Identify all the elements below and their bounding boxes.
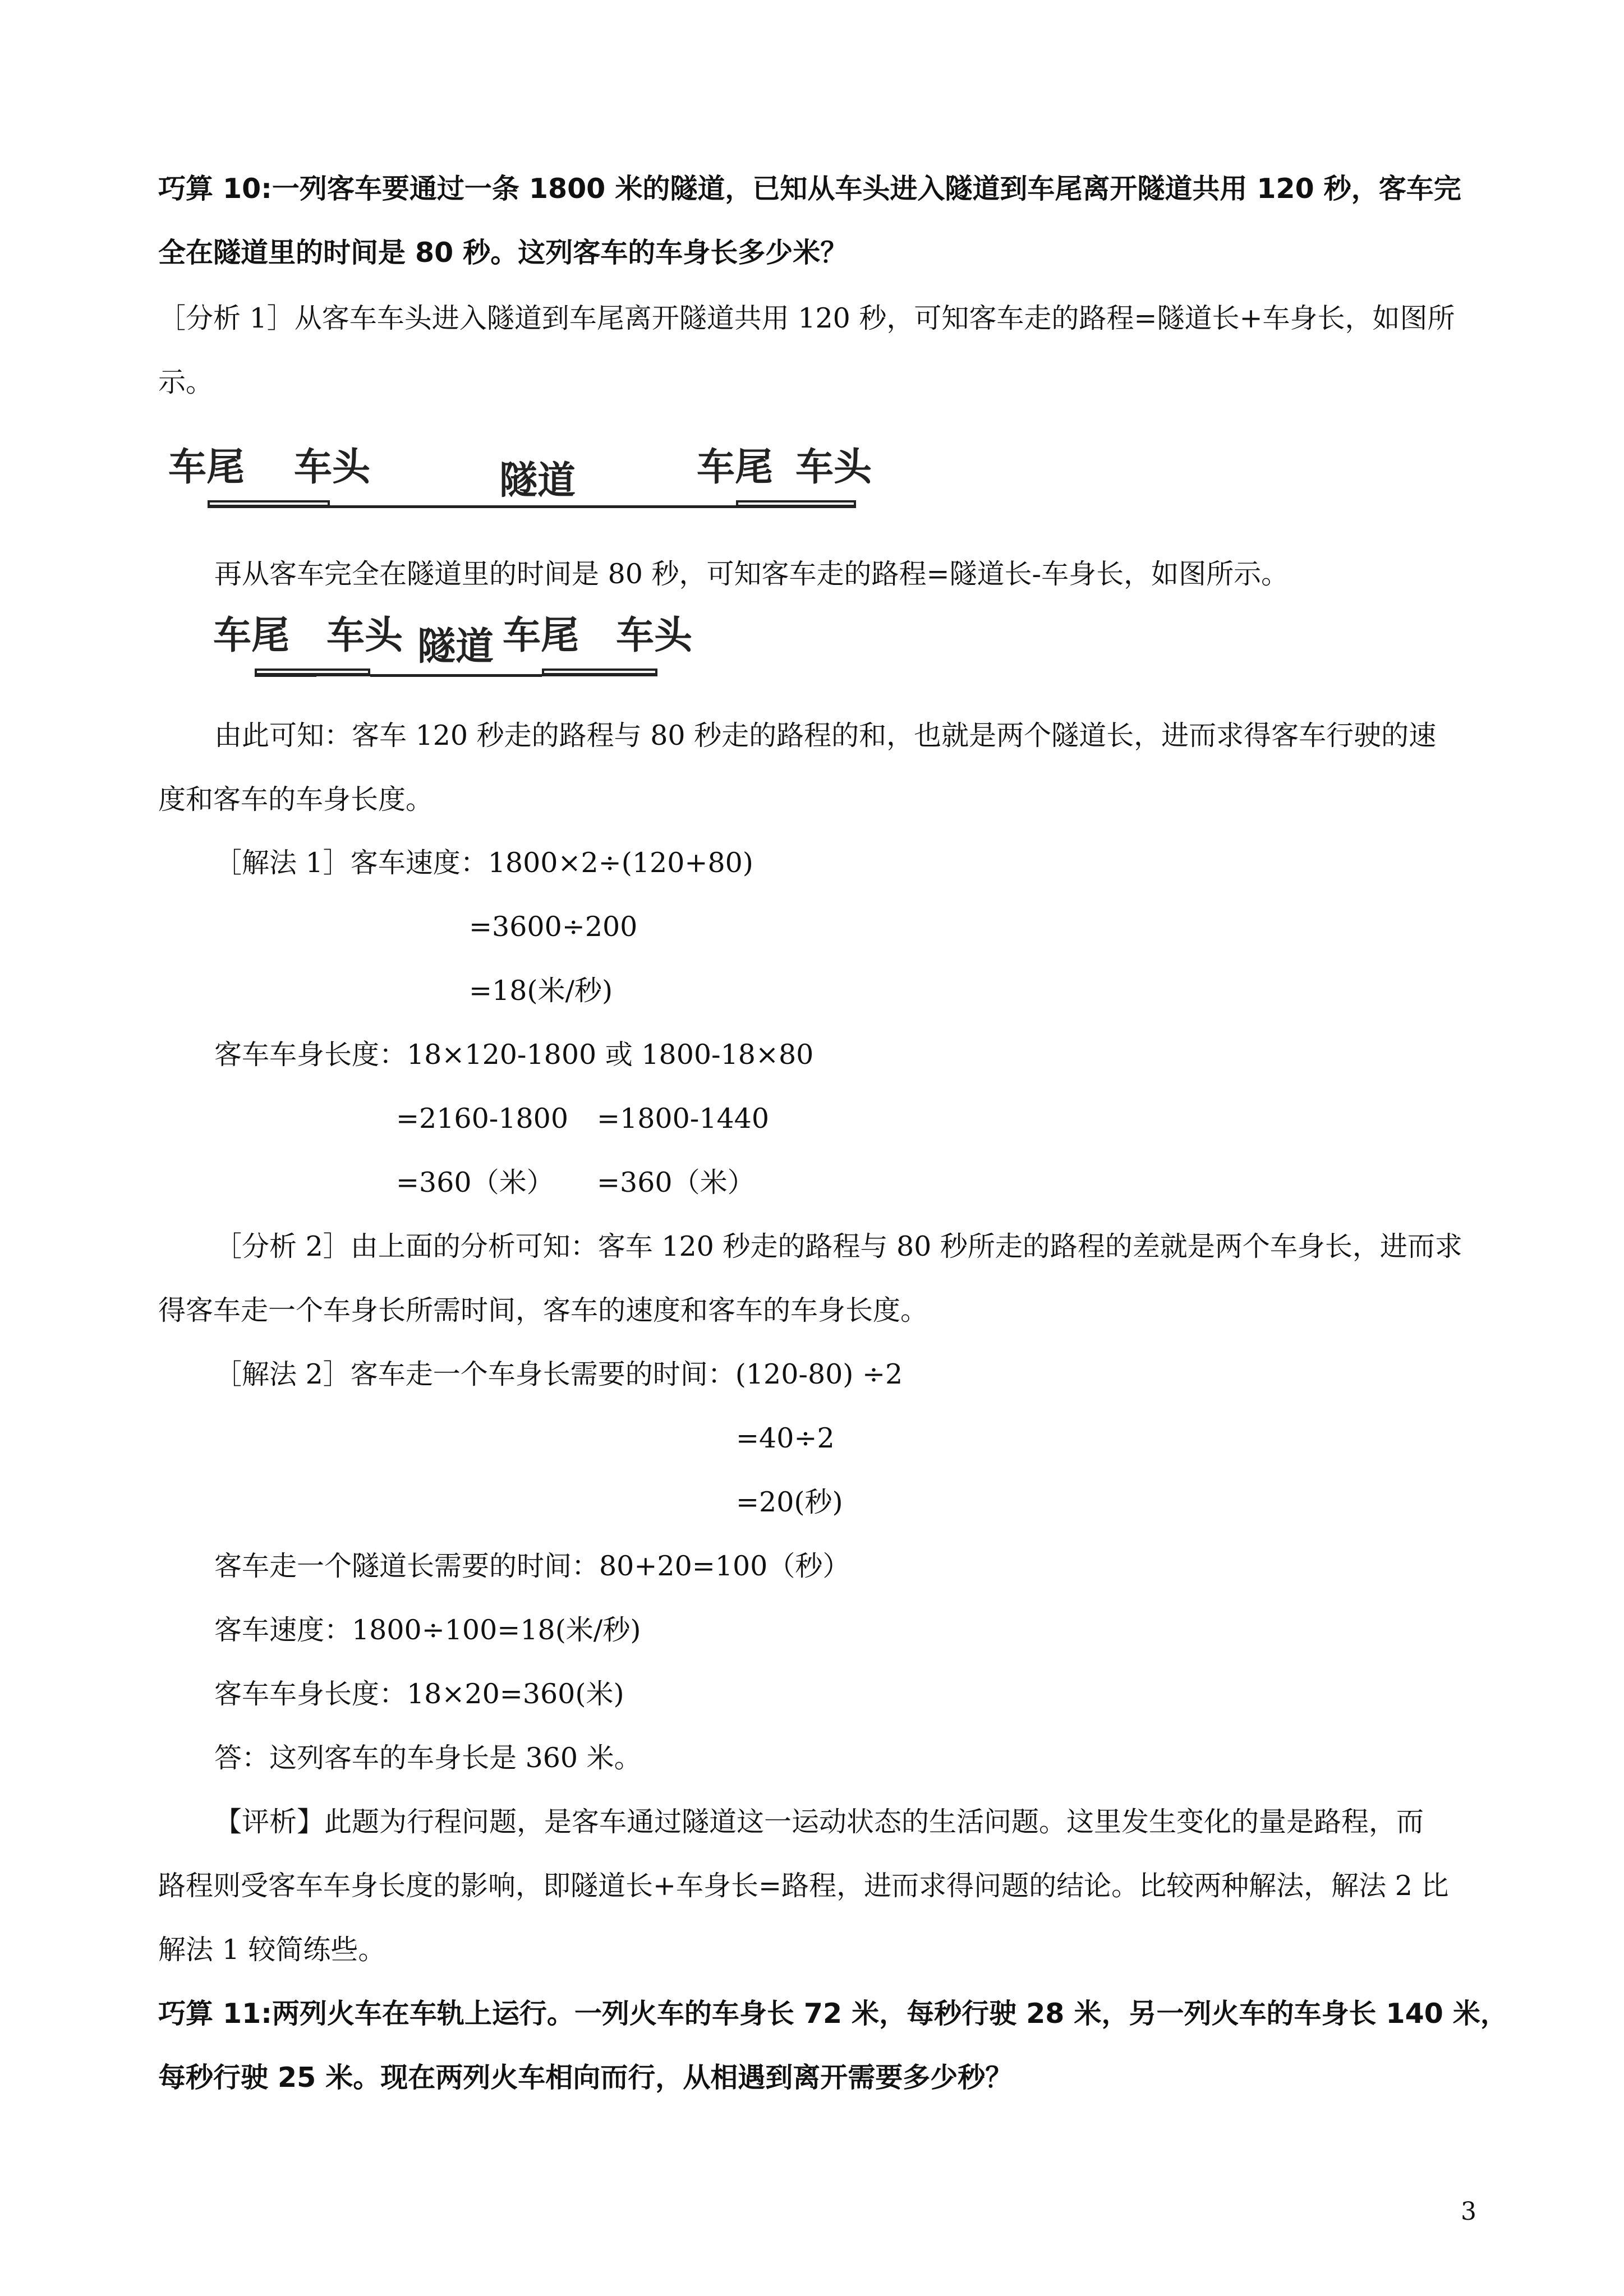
solution-1-line-5b: =1800-1440 [597,1103,770,1135]
diagram-1-tail-left-label: 车尾 [168,445,245,490]
page-number: 3 [1461,2197,1476,2226]
answer-line: 答：这列客车的车身长是 360 米。 [214,1742,642,1774]
solution-2-line-2: =40÷2 [736,1422,835,1454]
diagram-1-train-left [208,500,330,508]
diagram-1-train-right [736,500,856,508]
diagram-1-head-right-label: 车头 [795,445,872,490]
question-10-line-1: 巧算 10:一列客车要通过一条 1800 米的隧道，已知从车头进入隧道到车尾离开隧道共用 120 秒，客车完 [158,173,1461,205]
solution-1-line-4: 客车车身长度：18×120-1800 或 1800-18×80 [214,1039,814,1071]
diagram-1-tunnel-label: 隧道 [499,459,576,503]
question-11-line-2: 每秒行驶 25 米。现在两列火车相向而行，从相遇到离开需要多少秒？ [158,2062,1013,2094]
analysis-2-line-1: ［分析 2］由上面的分析可知：客车 120 秒走的路程与 80 秒所走的路程的差就是两个车身长，进而求 [214,1230,1462,1262]
comment-line-2: 路程则受客车车身长度的影响，即隧道长+车身长=路程，进而求得问题的结论。比较两种解法，解法 2 比 [158,1870,1449,1902]
solution-1-line-1: ［解法 1］客车速度：1800×2÷(120+80) [214,847,753,879]
diagram-2-tunnel-line-middle [370,674,443,677]
diagram-2-tail-left-label: 车尾 [213,614,290,658]
diagram-2-train-right [542,668,657,676]
analysis-2-line-2: 得客车走一个车身长所需时间，客车的速度和客车的车身长度。 [158,1294,928,1326]
solution-2-line-3: =20(秒) [736,1486,843,1518]
solution-1-line-5a: =2160-1800 [396,1103,569,1135]
diagram-1-tail-right-label: 车尾 [697,445,774,490]
diagram-1-tunnel-line [330,505,736,508]
solution-1-line-2: =3600÷200 [469,911,638,943]
solution-1-line-3: =18(米/秒) [469,975,613,1007]
tunnel-diagram-1 [168,445,875,516]
analysis-1-line-4: 由此可知：客车 120 秒走的路程与 80 秒走的路程的和，也就是两个隧道长，进而求得客车行驶的速 [214,720,1437,751]
solution-1-line-6a: =360（米） [396,1167,554,1198]
diagram-1-head-left-label: 车头 [294,445,371,490]
comment-line-3: 解法 1 较简练些。 [158,1934,386,1966]
diagram-2-train-left [255,668,370,676]
solution-2-line-4: 客车走一个隧道长需要的时间：80+20=100（秒） [214,1550,850,1582]
analysis-1-line-1: ［分析 1］从客车车头进入隧道到车尾离开隧道共用 120 秒，可知客车走的路程=隧道长+车身长，如图所 [158,302,1455,334]
diagram-2-head-left-label: 车头 [326,614,403,658]
analysis-1-line-2: 示。 [158,366,214,398]
solution-2-line-1: ［解法 2］客车走一个车身长需要的时间：(120-80) ÷2 [214,1358,903,1390]
diagram-2-tail-right-label: 车尾 [503,614,579,658]
diagram-2-tunnel-label: 隧道 [417,625,494,669]
solution-2-line-6: 客车车身长度：18×20=360(米) [214,1678,624,1710]
comment-line-1: 【评析】此题为行程问题，是客车通过隧道这一运动状态的生活问题。这里发生变化的量是路程，而 [214,1806,1424,1838]
tunnel-diagram-2 [213,614,707,684]
solution-2-line-5: 客车速度：1800÷100=18(米/秒) [214,1614,641,1646]
question-11-line-1: 巧算 11:两列火车在车轨上运行。一列火车的车身长 72 米，每秒行驶 28 米，另一列火车的车身长 140 米， [158,1998,1508,2030]
question-10-line-2: 全在隧道里的时间是 80 秒。这列客车的车身长多少米？ [158,237,848,269]
solution-1-line-6b: =360（米） [597,1167,755,1198]
diagram-2-head-right-label: 车头 [616,614,693,658]
diagram-2-tunnel-line-right [443,674,542,677]
analysis-1-line-3: 再从客车完全在隧道里的时间是 80 秒，可知客车走的路程=隧道长-车身长，如图所示。 [214,558,1289,590]
analysis-1-line-5: 度和客车的车身长度。 [158,783,434,815]
